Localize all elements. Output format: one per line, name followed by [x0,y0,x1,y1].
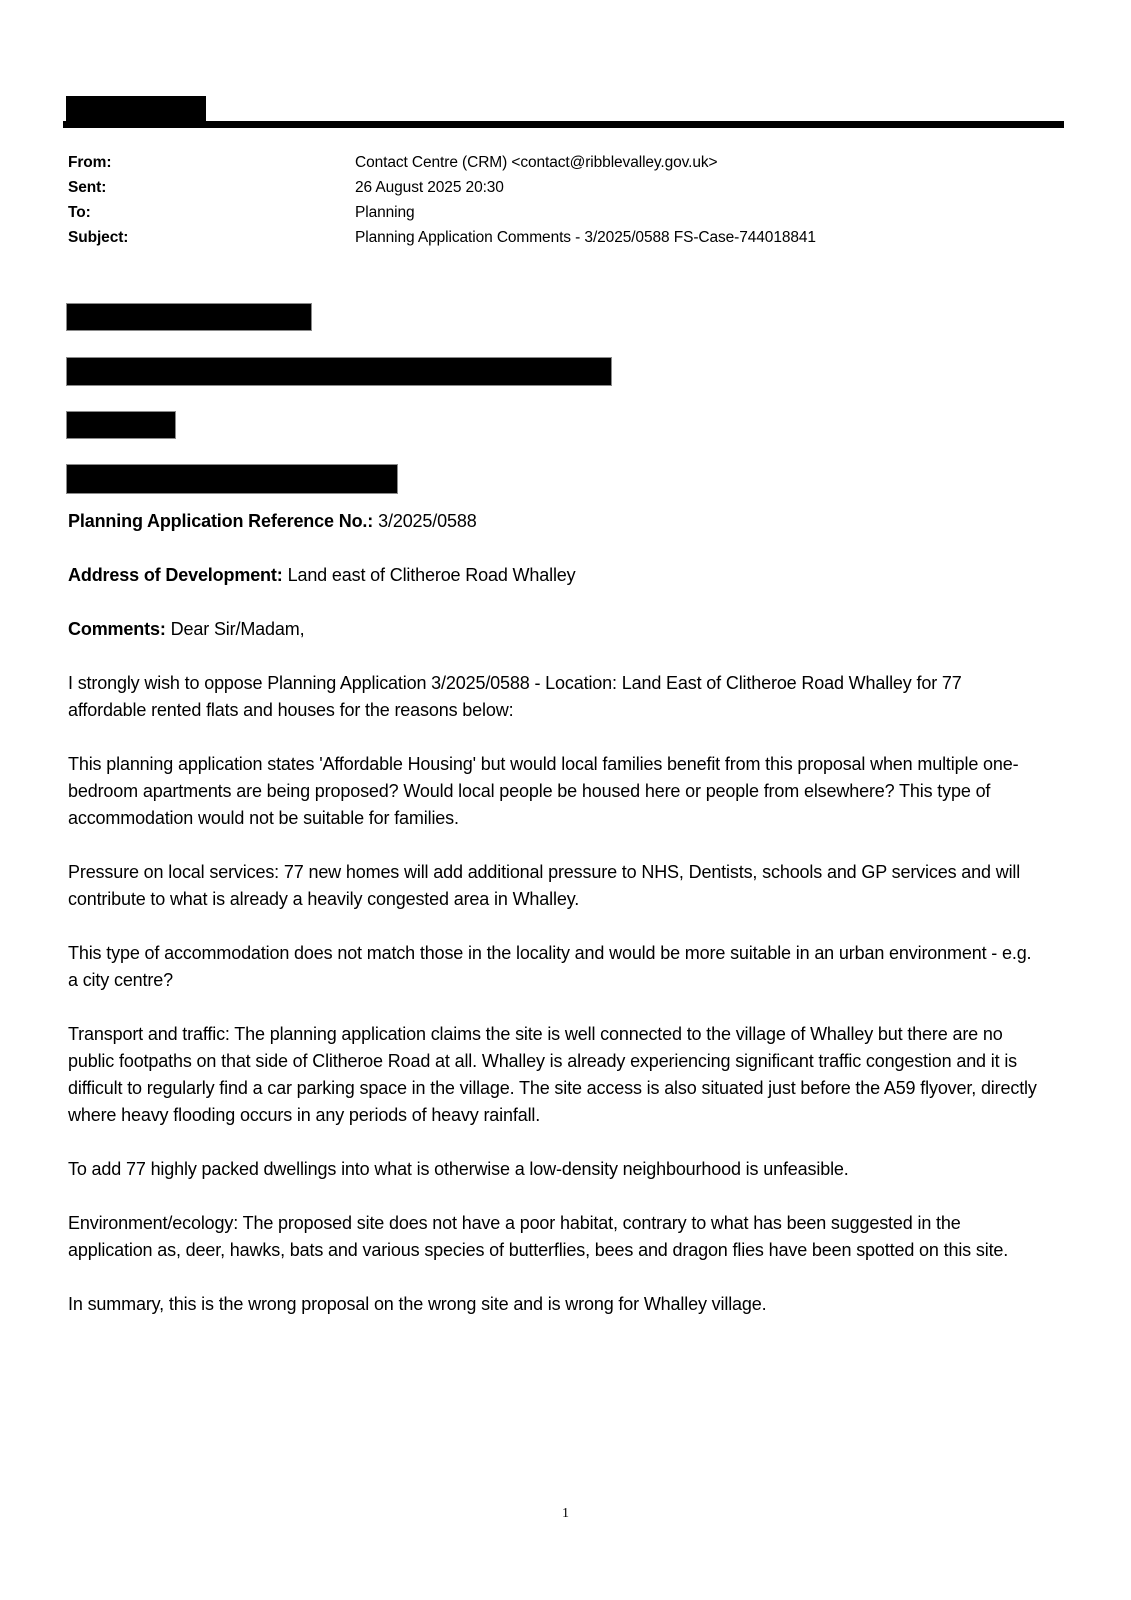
reference-value: 3/2025/0588 [378,511,477,531]
header-divider-rule [63,121,1064,128]
reference-line [68,508,1040,535]
header-row-subject [68,225,1058,250]
subject-value: Planning Application Comments - 3/2025/0588 FS-Case-744018841 [355,229,816,246]
email-header [68,150,1058,250]
email-body [68,508,1040,1345]
address-value: Land east of Clitheroe Road Whalley [287,565,576,585]
paragraph-accommodation-match: This type of accommodation does not match those in the locality and would be more suitable in an urban environment - e.g. a city centre? [68,943,1032,990]
address-line [68,562,1040,589]
from-label: From: [68,154,112,171]
to-value: Planning [355,204,415,221]
to-label: To: [68,204,91,221]
sent-label: Sent: [68,179,107,196]
from-value: Contact Centre (CRM) <contact@ribblevalley.gov.uk> [355,154,718,171]
comments-label: Comments: [68,619,166,639]
redaction-bar [66,357,612,386]
comments-line [68,616,1040,643]
header-row-sent [68,175,1058,200]
paragraph-local-services: Pressure on local services: 77 new homes will add additional pressure to NHS, Dentists, schools and GP services and will contribute to what is already a heavily congested area in Whalley. [68,862,1021,909]
comments-salutation: Dear Sir/Madam, [170,619,305,639]
paragraph-opposition: I strongly wish to oppose Planning Application 3/2025/0588 - Location: Land East of Clitheroe Road Whalley for 77 affordable rented flats and houses for the reasons below: [68,673,962,720]
paragraph-environment-ecology: Environment/ecology: The proposed site does not have a poor habitat, contrary to what has been suggested in the application as, deer, hawks, bats and various species of butterflies, bees and dragon flies have been spotted on this site. [68,1213,1009,1260]
redaction-bar [66,303,312,331]
address-label: Address of Development: [68,565,283,585]
header-row-from [68,150,1058,175]
redaction-bar [66,96,206,123]
page-number: 1 [562,1506,569,1521]
paragraph-transport-traffic: Transport and traffic: The planning application claims the site is well connected to the village of Whalley but there are no public footpaths on that side of Clitheroe Road at all. Whalley is already experiencing significant traffic congestion and it is difficult to regularly find a car parking space in the village. The site access is also situated just before the A59 flyover, directly where heavy flooding occurs in any periods of heavy rainfall. [68,1024,1037,1125]
paragraph-density: To add 77 highly packed dwellings into what is otherwise a low-density neighbourhood is unfeasible. [68,1159,849,1179]
redaction-bar [66,411,176,439]
subject-label: Subject: [68,229,129,246]
sent-value: 26 August 2025 20:30 [355,179,504,196]
header-row-to [68,200,1058,225]
redaction-bar [66,464,398,494]
paragraph-summary: In summary, this is the wrong proposal on the wrong site and is wrong for Whalley village. [68,1294,767,1314]
paragraph-affordable-housing: This planning application states 'Affordable Housing' but would local families benefit from this proposal when multiple one-bedroom apartments are being proposed? Would local people be housed here or people from elsewhere? This type of accommodation would not be suitable for families. [68,754,1019,828]
reference-label: Planning Application Reference No.: [68,511,374,531]
